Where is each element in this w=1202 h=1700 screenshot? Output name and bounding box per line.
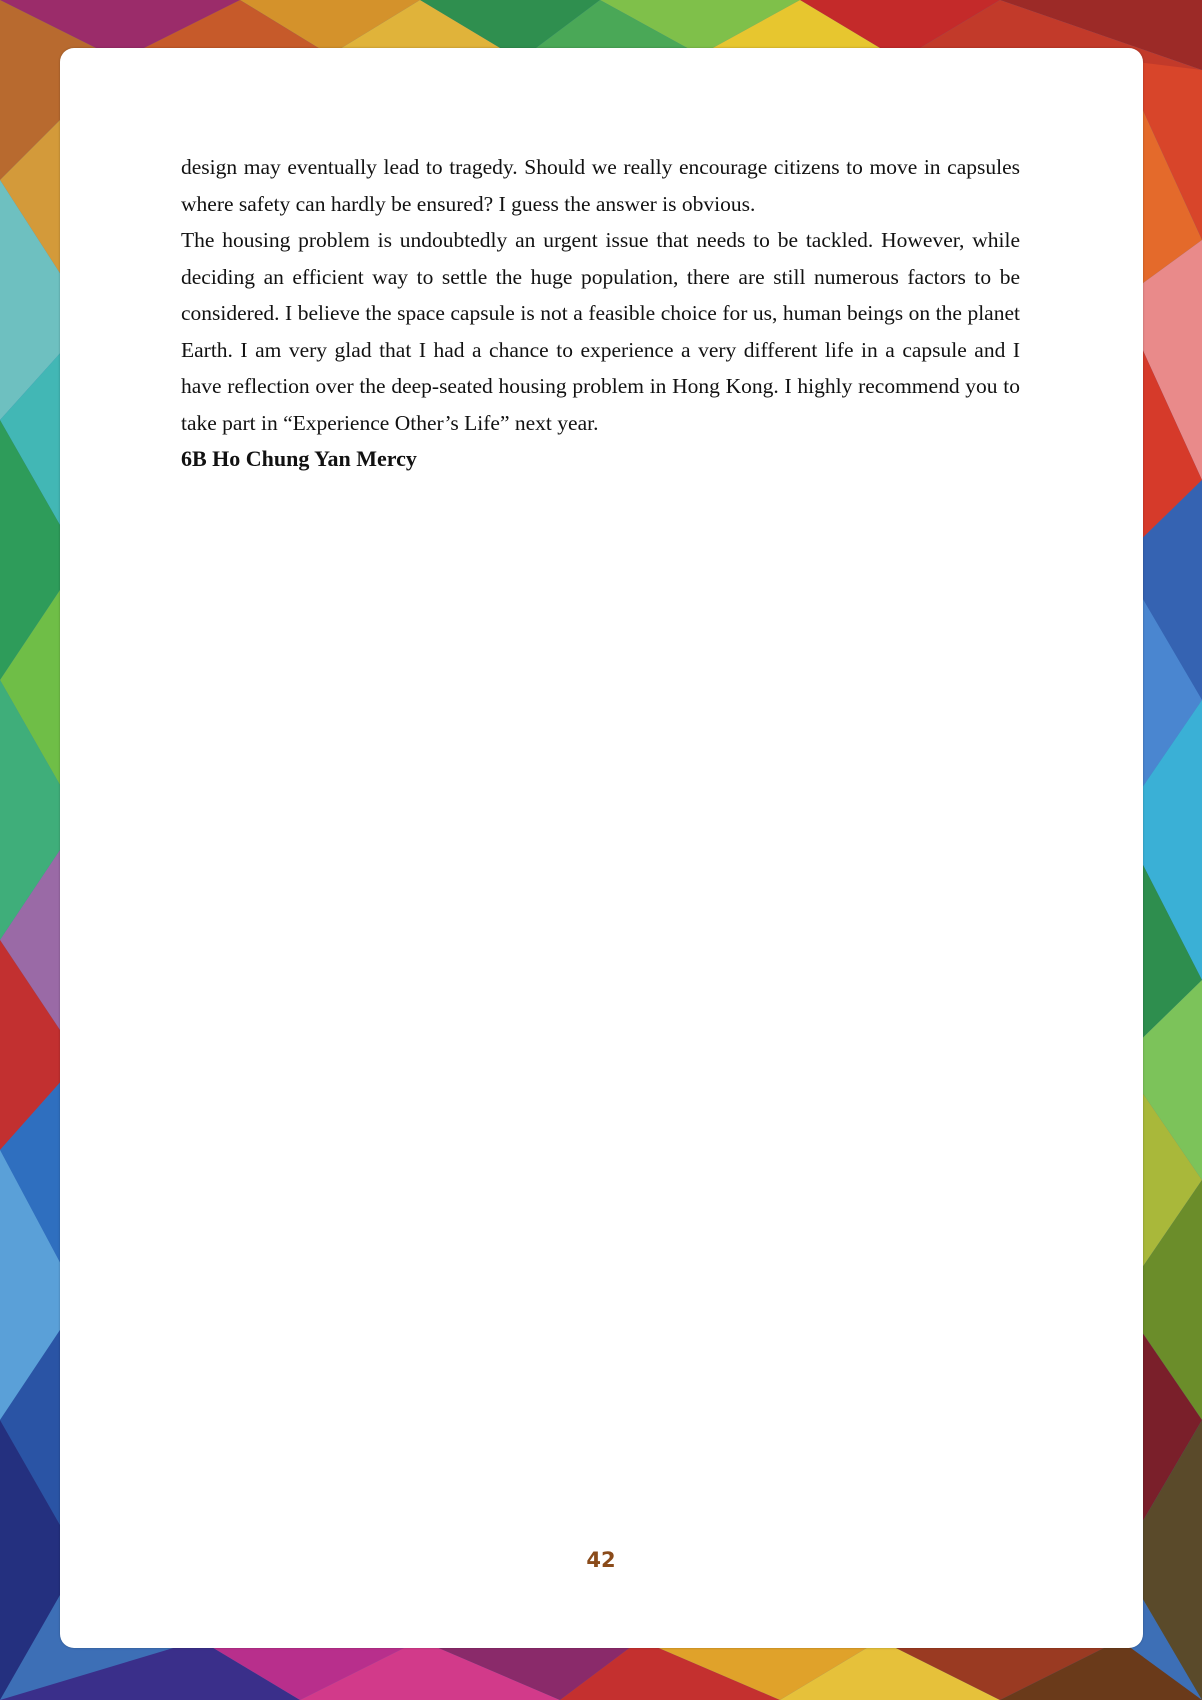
article-body xyxy=(181,149,1020,478)
author-signature: 6B Ho Chung Yan Mercy xyxy=(181,446,417,471)
article-paragraph-1: design may eventually lead to tragedy. Should we really encourage citizens to move in capsules where safety can hardly be ensured? I guess the answer is obvious. xyxy=(181,155,1020,216)
article-paragraph-2: The housing problem is undoubtedly an urgent issue that needs to be tackled. However, while deciding an efficient way to settle the huge population, there are still numerous factors to be considered. I believe the space capsule is not a feasible choice for us, human beings on the planet Earth. I am very glad that I had a chance to experience a very different life in a capsule and I have reflection over the deep-seated housing problem in Hong Kong. I highly recommend you to take part in “Experience Other’s Life” next year. xyxy=(181,228,1020,435)
page-number: 42 xyxy=(586,1548,616,1572)
